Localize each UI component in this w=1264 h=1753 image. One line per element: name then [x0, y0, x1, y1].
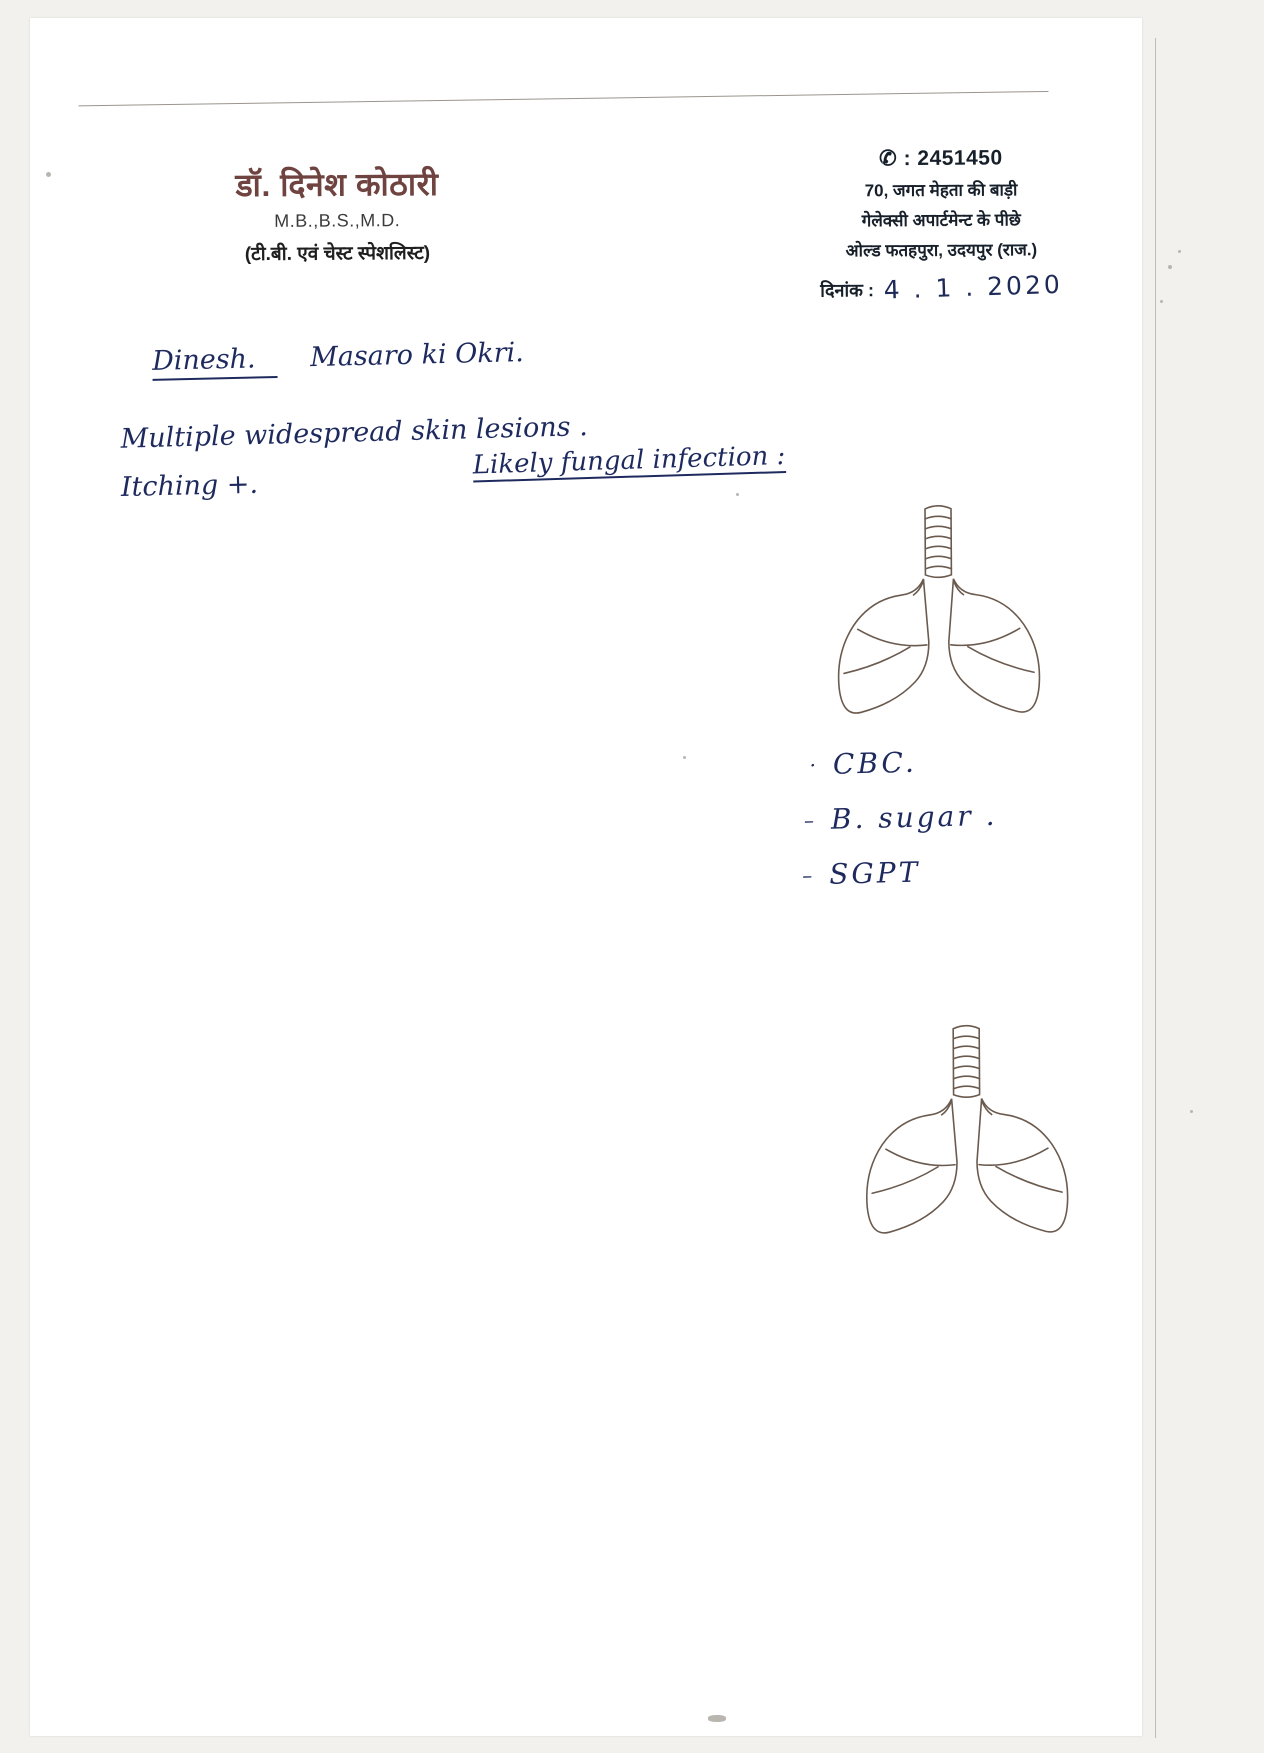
investigation-item	[802, 854, 998, 892]
patient-complaint: Masaro ki Okri.	[309, 337, 525, 374]
clinic-phone: ✆ : 2451450	[879, 146, 1003, 171]
scan-speck	[736, 493, 739, 496]
investigation-label: SGPT	[828, 855, 921, 891]
investigation-label: B. sugar .	[830, 798, 998, 836]
date-label: दिनांक :	[820, 280, 875, 301]
finding-line-2: Itching +.	[120, 468, 259, 504]
prescription-paper	[30, 18, 1142, 1736]
scan-speck	[1178, 250, 1181, 253]
lungs-diagram-bottom	[841, 1020, 1092, 1242]
patient-name-line	[152, 337, 524, 377]
letterhead-right	[791, 145, 1092, 303]
scan-speck	[1168, 265, 1172, 269]
impression-line	[472, 441, 785, 481]
doctor-degrees: M.B.,B.S.,M.D.	[274, 210, 401, 232]
doctor-name: डॉ. दिनेश कोठारी	[235, 165, 439, 204]
investigation-label: CBC.	[832, 745, 918, 781]
date-row	[792, 269, 1092, 305]
doctor-specialty: (टी.बी. एवं चेस्ट स्पेशलिस्ट)	[244, 243, 431, 266]
investigation-item	[804, 799, 998, 837]
list-bullet: ·	[809, 752, 820, 777]
clinic-address-line-3: ओल्ड फतहपुरा, उदयपुर (राज.)	[845, 240, 1038, 261]
impression-text: Likely fungal infection :	[472, 440, 786, 481]
clinic-address-line-2: गेलेक्सी अपार्टमेन्ट के पीछे	[861, 210, 1021, 231]
scan-speck	[46, 172, 51, 177]
lungs-diagram-top	[813, 500, 1064, 722]
letterhead-left	[127, 166, 548, 267]
list-bullet: –	[801, 862, 816, 887]
scan-speck	[1190, 1110, 1193, 1113]
date-value: 4 . 1 . 2020	[883, 269, 1064, 305]
patient-name: Dinesh.	[152, 343, 278, 381]
scan-speck	[708, 1715, 726, 1722]
investigations-list	[801, 745, 998, 912]
finding-line-1: Multiple widespread skin lesions .	[120, 411, 589, 455]
list-bullet: –	[803, 807, 818, 832]
paper-content	[30, 15, 1152, 1740]
scan-speck	[1160, 300, 1163, 303]
scan-speck	[683, 756, 686, 759]
investigation-item	[809, 744, 997, 781]
clinic-address-line-1: 70, जगत मेहता की बाड़ी	[864, 180, 1018, 201]
scan-right-edge	[1155, 38, 1156, 1738]
letterhead-divider	[79, 91, 1049, 106]
